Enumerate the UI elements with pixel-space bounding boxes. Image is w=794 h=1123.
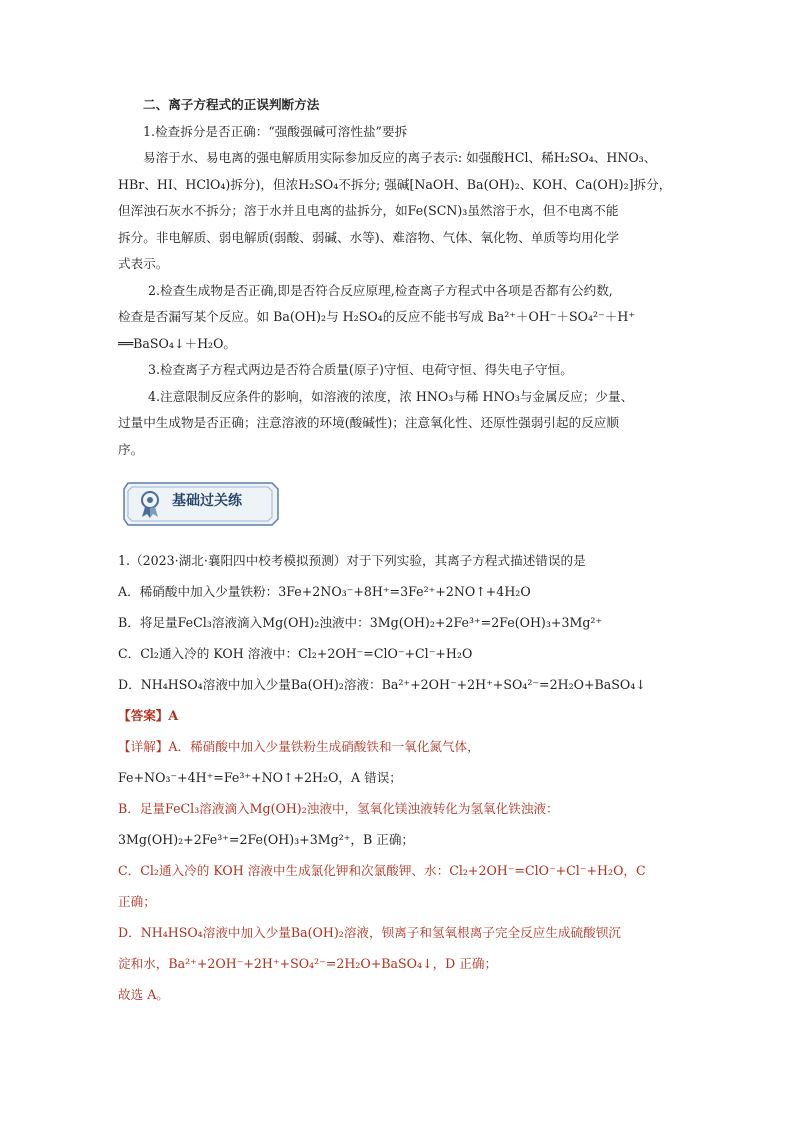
rule4-line-2: 过量中生成物是否正确；注意溶液的环境(酸碱性)；注意氧化性、还原性强弱引起的反应顺 xyxy=(118,415,619,430)
answer-label: 【答案】A xyxy=(118,708,179,723)
rule4-line-1: 4.注意限制反应条件的影响，如溶液的浓度，浓 HNO₃与稀 HNO₃与金属反应；少量、 xyxy=(148,388,634,404)
detail-line-2: Fe+NO₃⁻+4H⁺=Fe³⁺+NO↑+2H₂O，A 错误； xyxy=(118,770,402,785)
detail-line-3: B．足量FeCl₃溶液滴入Mg(OH)₂浊液中，氢氧化镁浊液转化为氢氧化铁浊液： xyxy=(118,801,559,816)
detail-line-4: 3Mg(OH)₂+2Fe³⁺=2Fe(OH)₃+3Mg²⁺，B 正确； xyxy=(118,832,415,847)
rule1-body-1: 易溶于水、易电离的强电解质用实际参加反应的离子表示: 如强酸HCl、稀H₂SO₄、HNO₃、 xyxy=(143,150,657,165)
detail-line-5: C．Cl₂通入冷的 KOH 溶液中生成氯化钾和次氯酸钾、水：Cl₂+2OH⁻=ClO⁻+Cl⁻+H₂O，C xyxy=(118,863,646,878)
rule1-body-2: HBr、HI、HClO₄)拆分)，但浓H₂SO₄不拆分; 强碱[NaOH、Ba(OH)₂、KOH、Ca(OH)₂]拆分， xyxy=(118,176,672,192)
rule3-line: 3.检查离子方程式两边是否符合质量(原子)守恒、电荷守恒、得失电子守恒。 xyxy=(148,362,573,377)
option-b: B．将足量FeCl₃溶液滴入Mg(OH)₂浊液中：3Mg(OH)₂+2Fe³⁺=2Fe(OH)₃+3Mg²⁺ xyxy=(118,615,603,630)
detail-line-9: 故选 A。 xyxy=(118,987,169,1002)
detail-line-8: 淀和水，Ba²⁺+2OH⁻+2H⁺+SO₄²⁻=2H₂O+BaSO₄↓，D 正确； xyxy=(118,956,498,971)
rule1-body-3: 但浑浊石灰水不拆分；溶于水并且电离的盐拆分，如Fe(SCN)₃虽然溶于水，但不电离不能 xyxy=(118,203,619,218)
banner-label: 基础过关练 xyxy=(172,493,242,509)
rule2-line-3: ══BaSO₄↓＋H₂O。 xyxy=(118,335,237,351)
option-d: D．NH₄HSO₄溶液中加入少量Ba(OH)₂溶液：Ba²⁺+2OH⁻+2H⁺+SO₄²⁻=2H₂O+BaSO₄↓ xyxy=(118,677,646,692)
rule2-line-2: 检查是否漏写某个反应。如 Ba(OH)₂与 H₂SO₄的反应不能书写成 Ba²⁺＋OH⁻＋SO₄²⁻＋H⁺ xyxy=(118,309,635,324)
detail-line-6: 正确； xyxy=(118,894,156,909)
question-block xyxy=(118,545,678,1010)
document-content xyxy=(118,92,678,1010)
question-stem: 1.（2023·湖北·襄阳四中校考模拟预测）对于下列实验，其离子方程式描述错误的是 xyxy=(118,553,586,568)
option-c: C．Cl₂通入冷的 KOH 溶液中：Cl₂+2OH⁻=ClO⁻+Cl⁻+H₂O xyxy=(118,646,473,661)
rule1-body-4: 拆分。非电解质、弱电解质(弱酸、弱碱、水等)、难溶物、气体、氧化物、单质等均用化学 xyxy=(118,229,619,245)
rule1-body-5: 式表示。 xyxy=(118,256,169,271)
option-a: A．稀硝酸中加入少量铁粉：3Fe+2NO₃⁻+8H⁺=3Fe²⁺+2NO↑+4H₂O xyxy=(118,584,531,599)
rule2-line-1: 2.检查生成物是否正确,即是否符合反应原理,检查离子方程式中各项是否都有公约数, xyxy=(148,282,613,298)
detail-line-7: D．NH₄HSO₄溶液中加入少量Ba(OH)₂溶液，钡离子和氢氧根离子完全反应生成硫酸钡沉 xyxy=(118,925,621,940)
rule1-title: 1.检查拆分是否正确：“强酸强碱可溶性盐”要拆 xyxy=(143,123,408,139)
rule4-line-3: 序。 xyxy=(118,441,144,457)
section-banner xyxy=(122,479,282,527)
detail-line-1: 【详解】A．稀硝酸中加入少量铁粉生成硝酸铁和一氧化氮气体， xyxy=(118,739,480,754)
section-title: 二、离子方程式的正误判断方法 xyxy=(143,97,320,112)
